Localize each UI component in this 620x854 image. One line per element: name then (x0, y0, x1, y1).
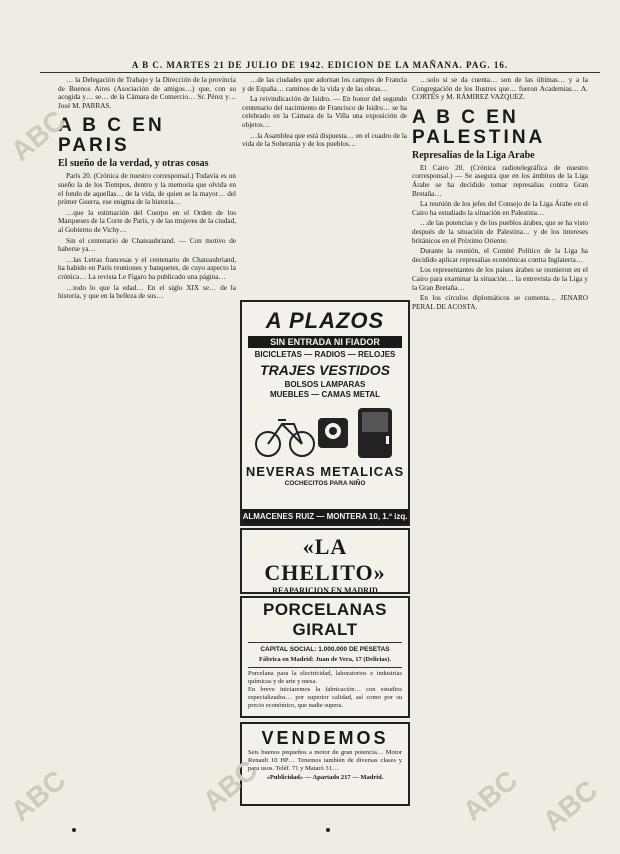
article-paragraph: …las Letras francesas y el centenario de Chateaubriand, ha habido en París reuniones y banquetes, de cuyo aspecto la crónica… La revista Le Figaro ha publicado una página… (58, 255, 236, 281)
ad-vendemos-title: VENDEMOS (261, 728, 389, 748)
ad-chelito-title: «LA CHELITO» (264, 534, 386, 585)
article-paragraph: …todo lo que la edad… En el siglo XIX se… de la historia, y que en la belleza de sus… (58, 283, 236, 301)
article-paragraph: Paris 20. (Crónica de nuestro corresponsal.) Todavía es un sueño la de los Tiempos, dentro y la memoria que olvida en el fondo de aquellas… de la vida, de quien se la mayor… del primer Guerra, ese enigma de la historia… (58, 172, 236, 207)
ad-plazos-footer: ALMACENES RUIZ — MONTERA 10, 1.º izq. (242, 509, 408, 524)
article-paragraph: La reunión de los jefes del Consejo de la Liga Árabe en el Cairo ha estudiado la situación en Palestina… (412, 200, 588, 217)
ad-plazos-line1: BICICLETAS — RADIOS — RELOJES (254, 350, 396, 359)
ad-plazos-line3: MUEBLES — CAMAS METAL (269, 390, 381, 399)
section-subtitle-palestina: Represalias de la Liga Arabe (412, 149, 535, 161)
page-bullet (72, 828, 76, 832)
radio-icon (318, 418, 348, 448)
article-paragraph: Durante la reunión, el Comité Político de la Liga ha decidido aplicar represalias económicas contra Inglaterra… (412, 247, 588, 264)
article-paragraph: En los círculos diplomáticos se comenta… JENARO PERAL DE ACOSTA. (412, 294, 588, 311)
ad-plazos-title: A PLAZOS (265, 308, 385, 333)
intro-paragraph: … la Delegación de Trabajo y la Dirección de la provincia de Buenos Aires (Asociación de amigos…) que, con su acogida y… se… de la Cámara de Comercio… Sr. Pérez y… José M. PARRAS. (58, 76, 236, 110)
article-paragraph: …de las potencias y de los pueblos árabes, que se ha visto después de la situación de Palestina… y de los intereses británicos en el Próximo Oriente. (412, 219, 588, 245)
column-middle (242, 76, 407, 296)
abc-watermark: ABC (456, 764, 524, 827)
column-right (412, 76, 588, 826)
ad-porcelanas-fabrica: Fábrica en Madrid: Juan de Vera, 17 (Delicias). (259, 656, 391, 663)
ad-chelito-line1: REAPARICION EN MADRID (272, 586, 378, 594)
ad-porcelanas-body2: En breve iniciaremos la fabricación… con estudios especializados… por superior calidad, así como por su precio económico, que nadie supera. (248, 686, 402, 709)
ad-porcelanas-capital: CAPITAL SOCIAL: 1.000.000 DE PESETAS (260, 646, 390, 653)
intro-paragraph: …de las ciudades que adornan los campos de Francia y de España… caminos de la vida y de las obras… (242, 76, 407, 93)
ad-plazos-neveras: NEVERAS METALICAS (245, 464, 405, 479)
section-subtitle-paris: El sueño de la verdad, y otras cosas (58, 158, 209, 170)
ad-a-plazos (240, 300, 410, 526)
section-title-palestina: A B C EN PALESTINA (412, 106, 546, 148)
ad-plazos-band: SIN ENTRADA NI FIADOR (248, 336, 402, 348)
header-rule (40, 72, 600, 73)
ad-divider (248, 642, 402, 643)
article-paragraph: …la Asamblea que está dispuesta… en el cuadro de la vida de la Soberanía y de los pueblos… (242, 131, 407, 149)
abc-watermark: ABC (196, 754, 264, 817)
article-paragraph: …que la estimación del Cuerpo en el Orden de los Marqueses de la Corte de París, y de las mujeres de la ciudad, al Gobierno de Vichy… (58, 208, 236, 234)
article-paragraph: El Cairo 20. (Crónica radiotelegráfica de nuestro corresponsal.) — Se asegura que en los ámbitos de la Liga Árabe se ha decidido tomar represalias contra Gran Bretaña… (412, 163, 588, 198)
ad-la-chelito (240, 528, 410, 594)
ad-porcelanas-giralt (240, 596, 410, 718)
ad-plazos-line2b: BOLSOS LAMPARAS (284, 380, 366, 389)
ad-porcelanas-body: Porcelana para la electricidad, laboratorios e industrias químicas y de arte y mesa. (248, 670, 402, 685)
intro-paragraph: …solo si se da cuenta… son de las últimas… y a la Congregación de los Ilustres que… fueron Academias… A. CORTÉS y M. RÁMIREZ VAZQUEZ. (412, 76, 588, 102)
page-header: A B C. MARTES 21 DE JULIO DE 1942. EDICION DE LA MAÑANA. PAG. 16. (131, 60, 509, 70)
abc-watermark: ABC (536, 774, 604, 837)
article-paragraph: Los representantes de los países árabes se reunieron en el Cairo para examinar la situación… la entrevista de la Liga y la Gran Bretaña… (412, 266, 588, 292)
abc-watermark: ABC (4, 104, 72, 167)
ad-plazos-neveras-sub: COCHECITOS PARA NIÑO (284, 480, 366, 487)
ad-vendemos-footer: «Publicidad» — Apartado 217 — Madrid. (266, 774, 384, 781)
article-paragraph: Sin el centenario de Chateaubriand. — Con motivo de haberse ya… (58, 236, 236, 254)
ad-plazos-line2: TRAJES VESTIDOS (260, 362, 390, 378)
bicycle-radio-fridge-illustration (250, 400, 400, 462)
ad-vendemos-body: Seis buenos pequeños a motor de gran potencia… Motor Renault 10 HP… Tenemos también de diversas clases y para usos. Teléf. 71 y Mataró 31… (248, 749, 402, 772)
ad-divider (248, 667, 402, 668)
page-bullet (326, 828, 330, 832)
ad-vendemos (240, 722, 410, 806)
column-left (58, 76, 236, 826)
section-title-paris: A B C EN PARIS (58, 115, 165, 157)
ad-porcelanas-title: PORCELANAS GIRALT (262, 600, 387, 639)
article-paragraph: La reivindicación de Isidro. — En honor del segundo centenario del nacimiento de Francisco de Isidro… se ha celebrado en la Cámara de la Villa una exposición de objetos… (242, 95, 407, 129)
abc-watermark: ABC (4, 764, 72, 827)
fridge-icon (358, 408, 392, 458)
bicycle-icon (256, 420, 314, 456)
